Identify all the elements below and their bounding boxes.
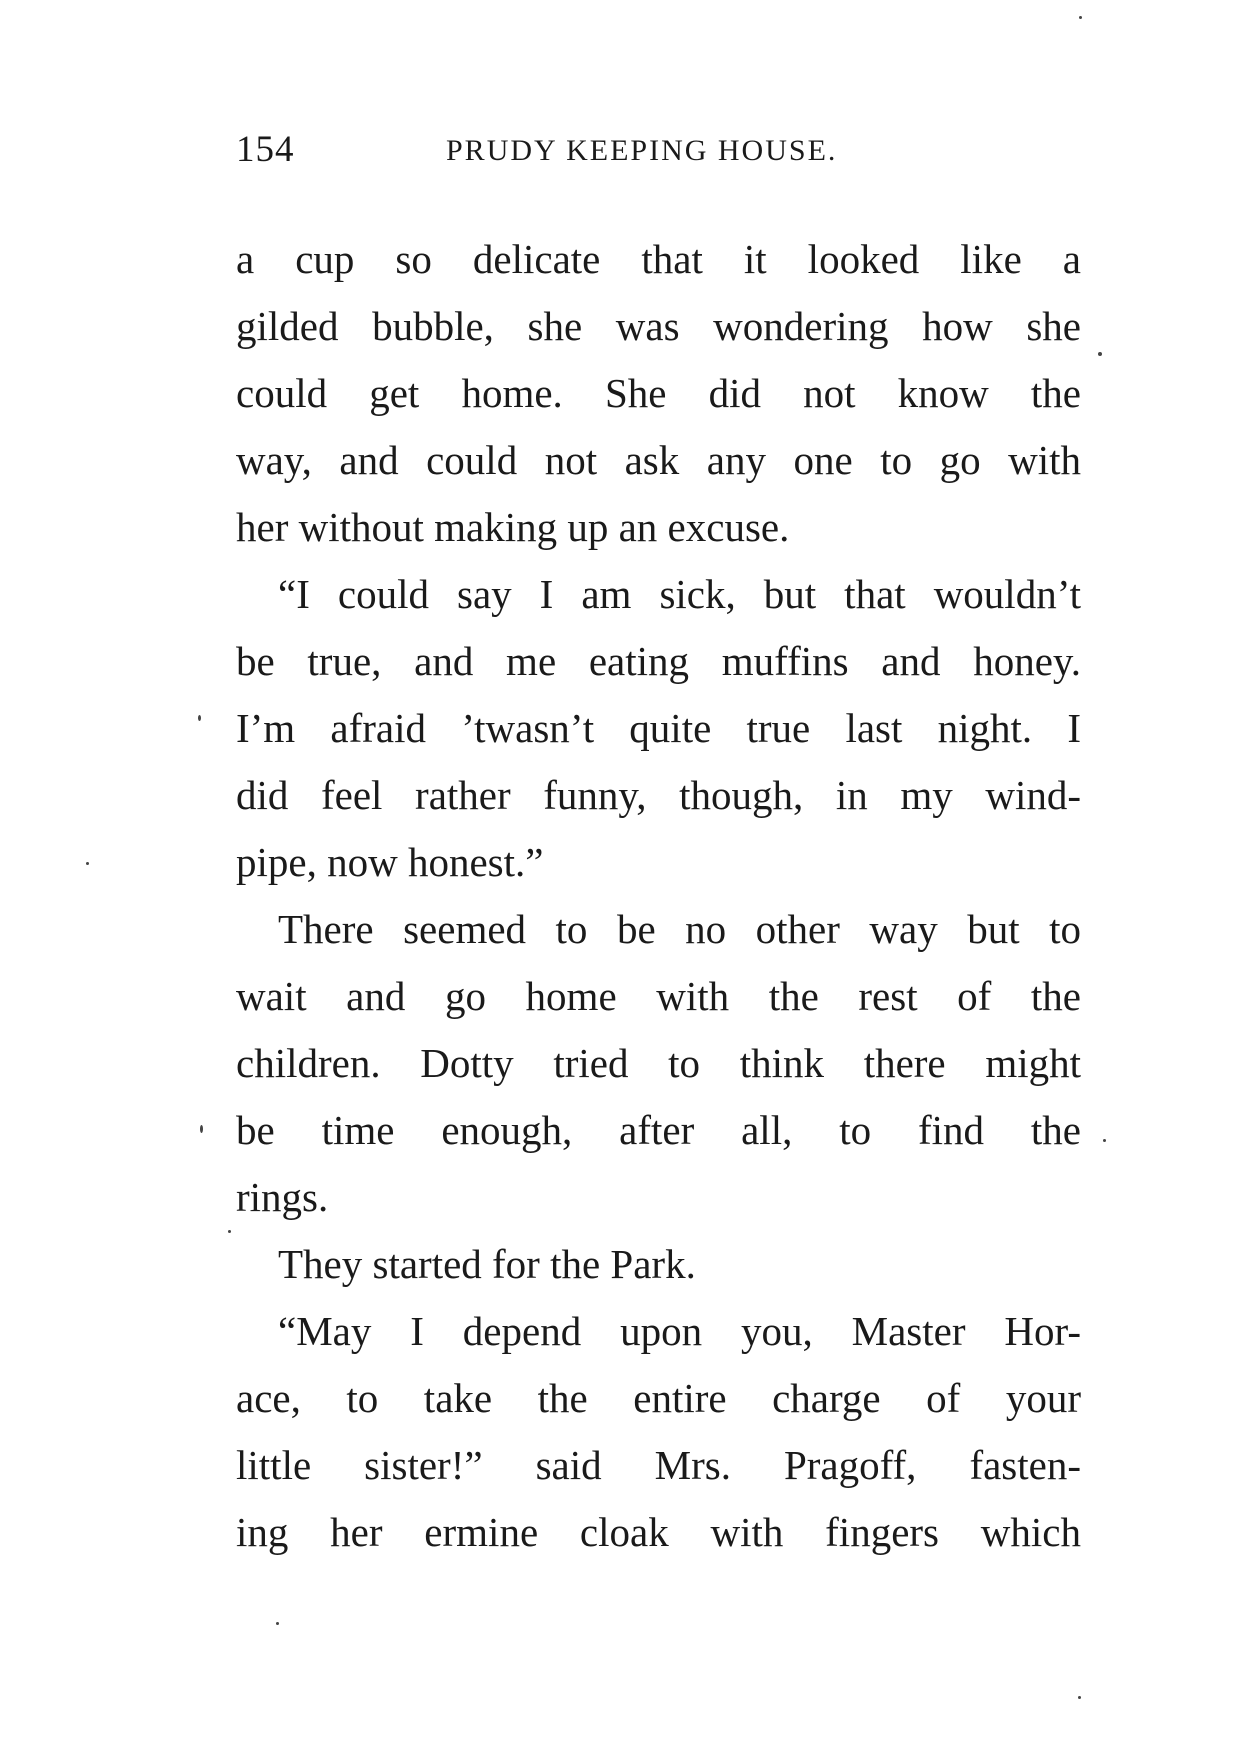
text-line: gilded bubble, she was wondering how she — [236, 303, 1081, 349]
text-line: be true, and me eating muffins and honey. — [236, 638, 1081, 684]
text-line: her without making up an excuse. — [236, 504, 790, 550]
text-line: way, and could not ask any one to go with — [236, 437, 1081, 483]
text-line: “I could say I am sick, but that wouldn’t — [278, 571, 1081, 617]
text-line: They started for the Park. — [278, 1241, 696, 1287]
text-line: “May I depend upon you, Master Hor- — [278, 1308, 1081, 1354]
text-line: I’m afraid ’twasn’t quite true last night. I — [236, 705, 1081, 751]
text-line: could get home. She did not know the — [236, 370, 1081, 416]
running-head — [236, 128, 1076, 178]
scan-speck — [198, 715, 201, 721]
text-line: be time enough, after all, to find the — [236, 1107, 1081, 1153]
scan-speck — [276, 1622, 279, 1625]
scan-speck — [200, 1125, 203, 1133]
body-text — [236, 226, 1081, 1566]
page-number: 154 — [236, 129, 295, 170]
text-line: There seemed to be no other way but to — [278, 906, 1081, 952]
scan-speck — [86, 862, 89, 865]
scan-speck — [1098, 352, 1102, 356]
scan-speck — [1079, 16, 1082, 19]
scan-speck — [228, 1230, 231, 1233]
scan-speck — [1078, 1696, 1081, 1699]
text-line: rings. — [236, 1174, 329, 1220]
text-line: a cup so delicate that it looked like a — [236, 236, 1081, 282]
text-line: ing her ermine cloak with fingers which — [236, 1509, 1081, 1555]
text-line: pipe, now honest.” — [236, 839, 544, 885]
text-line: ace, to take the entire charge of your — [236, 1375, 1081, 1421]
text-line: did feel rather funny, though, in my wind- — [236, 772, 1081, 818]
scan-speck — [1103, 1139, 1106, 1142]
text-line: wait and go home with the rest of the — [236, 973, 1081, 1019]
book-title: PRUDY KEEPING HOUSE. — [446, 134, 838, 167]
text-line: children. Dotty tried to think there might — [236, 1040, 1081, 1086]
text-line: little sister!” said Mrs. Pragoff, fasten- — [236, 1442, 1081, 1488]
